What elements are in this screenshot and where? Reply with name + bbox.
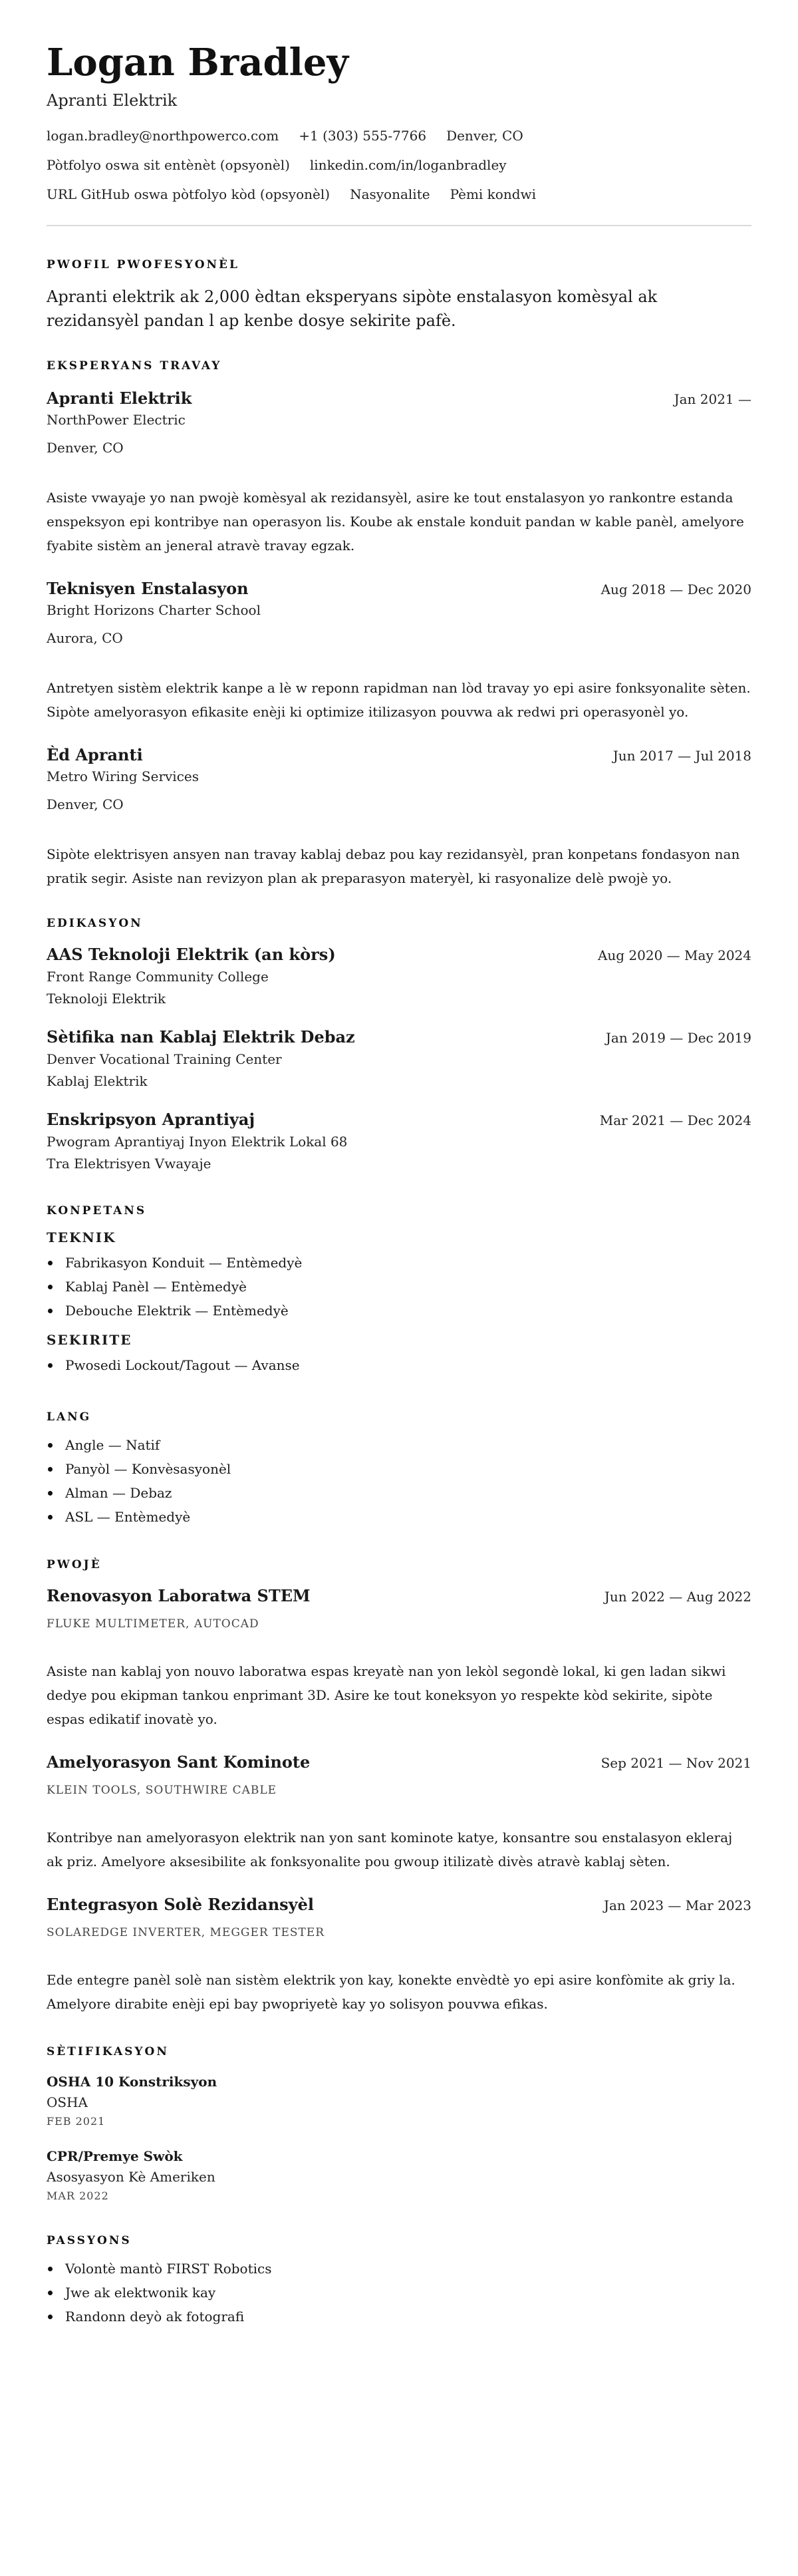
section-title-projects: PWOJÈ bbox=[47, 1558, 102, 1571]
job-title: Teknisyen Enstalasyon bbox=[47, 579, 249, 598]
contact-portfolio: Pòtfolyo oswa sit entènèt (opsyonèl) bbox=[47, 157, 290, 173]
project-dates: Jan 2023 — Mar 2023 bbox=[603, 1897, 751, 1913]
project-entry bbox=[47, 1585, 751, 1731]
list-item: Angle — Natif bbox=[47, 1433, 751, 1457]
field-of-study: Kablaj Elektrik bbox=[47, 1073, 148, 1089]
list-item: Debouche Elektrik — Entèmedyè bbox=[47, 1299, 751, 1323]
degree-title: Enskripsyon Aprantiyaj bbox=[47, 1110, 255, 1129]
field-of-study: Teknoloji Elektrik bbox=[47, 991, 166, 1007]
certification-date: FEB 2021 bbox=[47, 2115, 106, 2128]
education-section bbox=[47, 917, 751, 1175]
job-location: Denver, CO bbox=[47, 440, 124, 456]
certifications-section bbox=[47, 2045, 751, 2205]
degree-title: Sètifika nan Kablaj Elektrik Debaz bbox=[47, 1027, 355, 1046]
project-name: Renovasyon Laboratwa STEM bbox=[47, 1586, 311, 1605]
profile-section bbox=[47, 258, 751, 333]
job-dates: Jun 2017 — Jul 2018 bbox=[612, 748, 751, 764]
degree-dates: Mar 2021 — Dec 2024 bbox=[599, 1112, 751, 1128]
certification-name: OSHA 10 Konstriksyon bbox=[47, 2074, 217, 2090]
list-item: Kablaj Panèl — Entèmedyè bbox=[47, 1275, 751, 1299]
school-name: Front Range Community College bbox=[47, 969, 269, 985]
interest-list bbox=[47, 2257, 751, 2329]
contact-drivers-license: Pèmi kondwi bbox=[450, 186, 537, 202]
project-name: Entegrasyon Solè Rezidansyèl bbox=[47, 1895, 315, 1914]
school-name: Pwogram Aprantiyaj Inyon Elektrik Lokal 68 bbox=[47, 1134, 348, 1150]
contact-nationality: Nasyonalite bbox=[350, 186, 430, 202]
skill-list bbox=[47, 1251, 751, 1323]
section-title-interests: PASSYONS bbox=[47, 2234, 132, 2247]
job-location: Aurora, CO bbox=[47, 630, 123, 646]
contact-phone[interactable]: +1 (303) 555-7766 bbox=[299, 128, 427, 144]
job-title: Èd Apranti bbox=[47, 745, 143, 764]
list-item: Panyòl — Konvèsasyonèl bbox=[47, 1457, 751, 1481]
certification-entry bbox=[47, 2072, 751, 2130]
contact-email[interactable]: logan.bradley@northpowerco.com bbox=[47, 128, 279, 144]
skill-list bbox=[47, 1353, 751, 1377]
certification-entry bbox=[47, 2146, 751, 2205]
candidate-name: Logan Bradley bbox=[47, 41, 349, 84]
project-tools: KLEIN TOOLS, SOUTHWIRE CABLE bbox=[47, 1784, 277, 1797]
project-name: Amelyorasyon Sant Kominote bbox=[47, 1752, 311, 1772]
job-dates: Jan 2021 — bbox=[674, 391, 751, 407]
list-item: Alman — Debaz bbox=[47, 1481, 751, 1505]
job-description: Asiste vwayaje yo nan pwojè komèsyal ak rezidansyèl, asire ke tout enstalasyon yo rankontre estanda enspeksyon epi kontribye nan operasyon lis. Koube ak enstale konduit pandan w kable panèl, amelyore fyabite sistèm an jeneral atravè travay egzak. bbox=[47, 490, 744, 554]
interests-section bbox=[47, 2234, 751, 2329]
job-company: Metro Wiring Services bbox=[47, 768, 200, 784]
certification-issuer: OSHA bbox=[47, 2094, 88, 2110]
section-title-education: EDIKASYON bbox=[47, 917, 143, 930]
project-entry bbox=[47, 1893, 751, 2016]
experience-entry bbox=[47, 744, 751, 890]
contact-linkedin[interactable]: linkedin.com/in/loganbradley bbox=[309, 157, 507, 173]
contact-github: URL GitHub oswa pòtfolyo kòd (opsyonèl) bbox=[47, 186, 331, 202]
resume-header bbox=[47, 40, 751, 204]
projects-section bbox=[47, 1558, 751, 2016]
section-title-profile: PWOFIL PWOFESYONÈL bbox=[47, 258, 239, 271]
contact-location: Denver, CO bbox=[446, 128, 523, 144]
job-dates: Aug 2018 — Dec 2020 bbox=[600, 581, 751, 597]
degree-title: AAS Teknoloji Elektrik (an kòrs) bbox=[47, 945, 336, 964]
section-title-experience: EKSPERYANS TRAVAY bbox=[47, 359, 222, 373]
contact-row-2 bbox=[47, 156, 751, 174]
education-entry bbox=[47, 1026, 751, 1092]
project-entry bbox=[47, 1751, 751, 1873]
education-entry bbox=[47, 1108, 751, 1175]
list-item: Jwe ak elektwonik kay bbox=[47, 2281, 751, 2305]
section-title-certifications: SÈTIFIKASYON bbox=[47, 2045, 169, 2058]
list-item: Randonn deyò ak fotografi bbox=[47, 2305, 751, 2329]
degree-dates: Jan 2019 — Dec 2019 bbox=[605, 1030, 751, 1046]
project-dates: Jun 2022 — Aug 2022 bbox=[604, 1589, 751, 1605]
experience-entry bbox=[47, 577, 751, 724]
job-description: Sipòte elektrisyen ansyen nan travay kablaj debaz pou kay rezidansyèl, pran konpetans fondasyon nan pratik segir. Asiste nan revizyon plan ak preparasyon materyèl, ki rasyonalize delè pwojè yo. bbox=[47, 846, 740, 886]
certification-date: MAR 2022 bbox=[47, 2189, 109, 2202]
section-title-skills: KONPETANS bbox=[47, 1204, 147, 1217]
list-item: Volontè mantò FIRST Robotics bbox=[47, 2257, 751, 2281]
field-of-study: Tra Elektrisyen Vwayaje bbox=[47, 1156, 211, 1172]
list-item: Fabrikasyon Konduit — Entèmedyè bbox=[47, 1251, 751, 1275]
school-name: Denver Vocational Training Center bbox=[47, 1051, 282, 1067]
project-description: Ede entegre panèl solè nan sistèm elektrik yon kay, konekte envèdtè yo epi asire konfòmite ak griy la. Amelyore dirabite enèji epi bay pwopriyetè kay yo solisyon pouvwa efikas. bbox=[47, 1972, 735, 2012]
list-item: Pwosedi Lockout/Tagout — Avanse bbox=[47, 1353, 751, 1377]
list-item: ASL — Entèmedyè bbox=[47, 1505, 751, 1529]
skills-section bbox=[47, 1204, 751, 1377]
degree-dates: Aug 2020 — May 2024 bbox=[597, 947, 751, 963]
certification-name: CPR/Premye Swòk bbox=[47, 2148, 183, 2164]
project-dates: Sep 2021 — Nov 2021 bbox=[600, 1755, 751, 1771]
experience-section bbox=[47, 359, 751, 890]
project-description: Asiste nan kablaj yon nouvo laboratwa espas kreyatè nan yon lekòl segondè lokal, ki gen ladan sikwi dedye pou ekipman tankou enprimant 3D. Asire ke tout koneksyon yo respekte kòd sekirite, sipòte espas edikatif inovatè yo. bbox=[47, 1663, 726, 1727]
skill-category-title: SEKIRITE bbox=[47, 1332, 132, 1348]
project-tools: FLUKE MULTIMETER, AUTOCAD bbox=[47, 1617, 259, 1631]
language-list bbox=[47, 1433, 751, 1529]
header-divider bbox=[47, 225, 751, 226]
experience-entry bbox=[47, 387, 751, 558]
skill-category-title: TEKNIK bbox=[47, 1229, 116, 1245]
contact-row-1 bbox=[47, 126, 751, 145]
certification-issuer: Asosyasyon Kè Ameriken bbox=[47, 2169, 215, 2185]
job-company: NorthPower Electric bbox=[47, 412, 186, 428]
languages-section bbox=[47, 1410, 751, 1529]
job-description: Antretyen sistèm elektrik kanpe a lè w reponn rapidman nan lòd travay yo epi asire fonksyonalite sèten. Sipòte amelyorasyon efikasite enèji ki optimize itilizasyon pouvwa ak redwi pri operasyonèl yo. bbox=[47, 680, 751, 720]
job-company: Bright Horizons Charter School bbox=[47, 602, 261, 618]
job-title: Apranti Elektrik bbox=[47, 389, 192, 408]
job-location: Denver, CO bbox=[47, 796, 124, 812]
candidate-headline: Apranti Elektrik bbox=[47, 91, 178, 110]
education-entry bbox=[47, 943, 751, 1010]
project-tools: SOLAREDGE INVERTER, MEGGER TESTER bbox=[47, 1926, 325, 1939]
section-title-languages: LANG bbox=[47, 1410, 92, 1424]
contact-row-3 bbox=[47, 185, 751, 204]
profile-summary: Apranti elektrik ak 2,000 èdtan eksperyans sipòte enstalasyon komèsyal ak rezidansyèl pandan l ap kenbe dosye sekirite pafè. bbox=[47, 287, 658, 330]
project-description: Kontribye nan amelyorasyon elektrik nan yon sant kominote katye, konsantre sou enstalasyon ekleraj ak priz. Amelyore aksesibilite ak fonksyonalite pou gwoup itilizatè divès atravè kablaj sèten. bbox=[47, 1830, 733, 1869]
